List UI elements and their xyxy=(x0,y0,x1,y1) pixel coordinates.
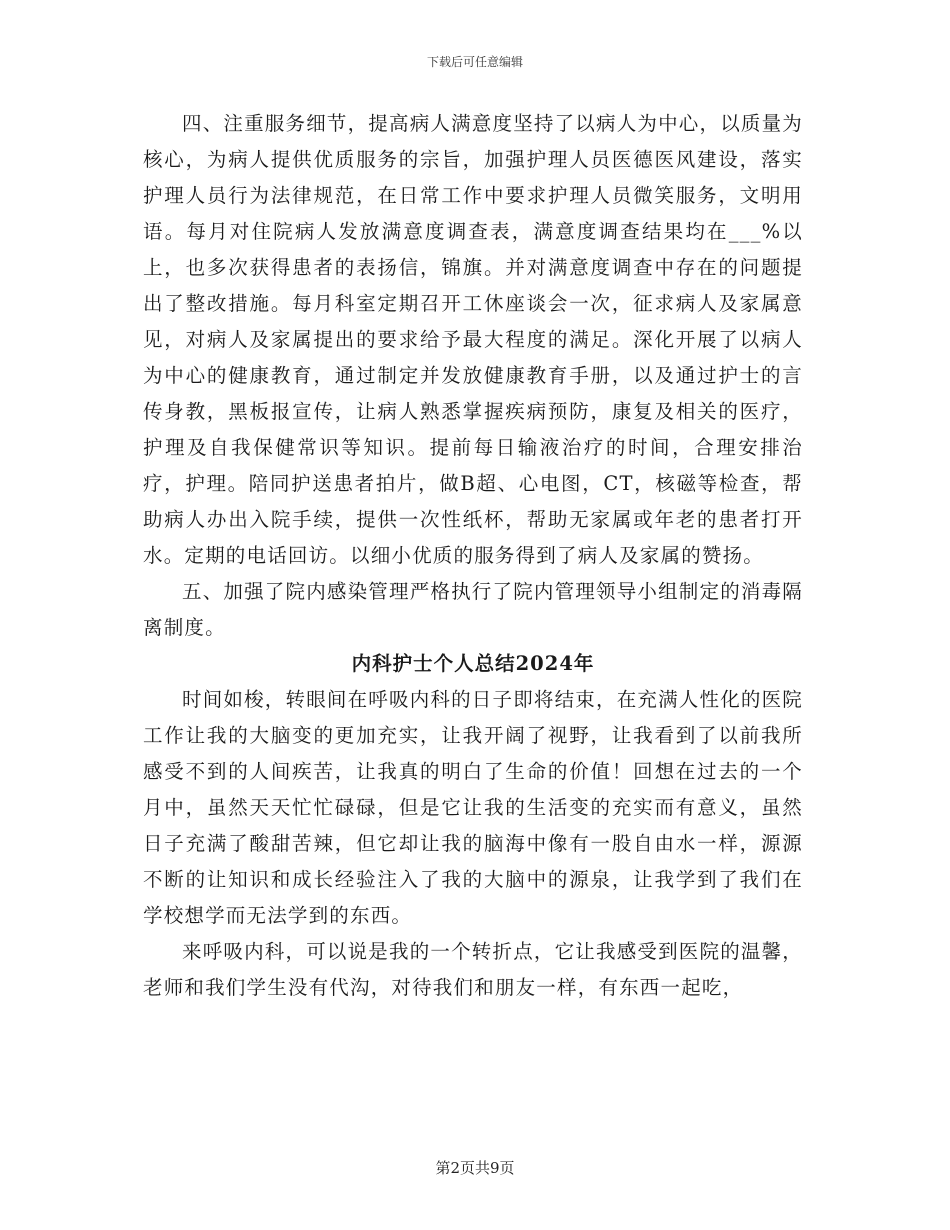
document-body xyxy=(143,106,803,1006)
paragraph-service-details: 四、注重服务细节，提高病人满意度坚持了以病人为中心，以质量为核心，为病人提供优质服务的宗旨，加强护理人员医德医风建设，落实护理人员行为法律规范，在日常工作中要求护理人员微笑服务，文明用语。每月对住院病人发放满意度调查表，满意度调查结果均在___%以上，也多次获得患者的表扬信，锦旗。并对满意度调查中存在的问题提出了整改措施。每月科室定期召开工休座谈会一次，征求病人及家属意见，对病人及家属提出的要求给予最大程度的满足。深化开展了以病人为中心的健康教育，通过制定并发放健康教育手册，以及通过护士的言传身教，黑板报宣传，让病人熟悉掌握疾病预防，康复及相关的医疗，护理及自我保健常识等知识。提前每日输液治疗的时间，合理安排治疗，护理。陪同护送患者拍片，做B超、心电图，CT，核磁等检查，帮助病人办出入院手续，提供一次性纸杯，帮助无家属或年老的患者打开水。定期的电话回访。以细小优质的服务得到了病人及家属的赞扬。 xyxy=(143,112,804,567)
paragraph-infection-control: 五、加强了院内感染管理严格执行了院内管理领导小组制定的消毒隔离制度。 xyxy=(143,580,804,639)
paragraph-turning-point: 来呼吸内科，可以说是我的一个转折点，它让我感受到医院的温馨，老师和我们学生没有代沟，对待我们和朋友一样，有东西一起吃， xyxy=(143,940,804,999)
section-title: 内科护士个人总结2024年 xyxy=(351,652,595,675)
paragraph-time-flies: 时间如梭，转眼间在呼吸内科的日子即将结束，在充满人性化的医院工作让我的大脑变的更加充实，让我开阔了视野，让我看到了以前我所感受不到的人间疾苦，让我真的明白了生命的价值！回想在过去的一个月中，虽然天天忙忙碌碌，但是它让我的生活变的充实而有意义，虽然日子充满了酸甜苦辣，但它却让我的脑海中像有一股自由水一样，源源不断的让知识和成长经验注入了我的大脑中的源泉，让我学到了我们在学校想学而无法学到的东西。 xyxy=(143,688,804,927)
page-number: 第2页共9页 xyxy=(435,1159,515,1177)
page-header: 下载后可任意编辑 xyxy=(426,55,523,69)
